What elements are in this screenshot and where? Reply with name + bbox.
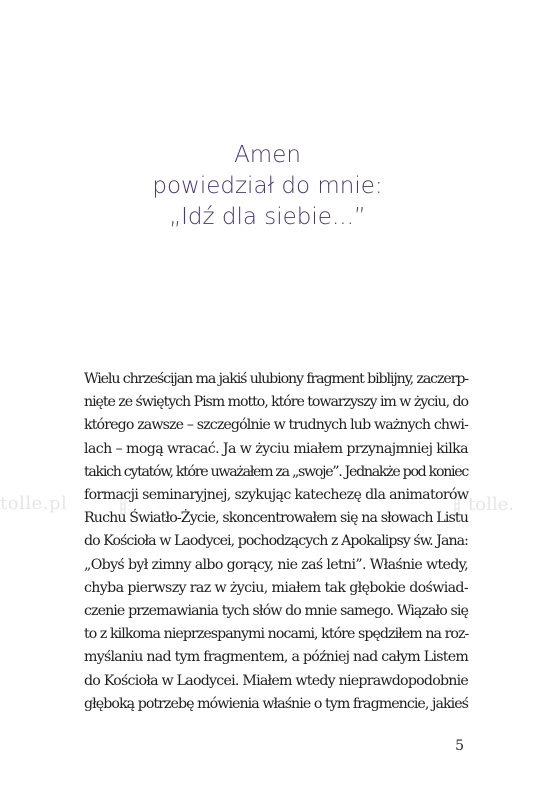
- text-line: którego zawsze – szczególnie w trudnych lub ważnych chwi-: [84, 417, 468, 434]
- text-line: do Kościoła w Laodycei. Miałem wtedy nieprawdopodobnie: [84, 672, 468, 689]
- chapter-title: [0, 140, 535, 233]
- text-line: Ruchu Światło-Życie, skoncentrowałem się na słowach Listu: [84, 510, 468, 527]
- text-line: lach – mogą wracać. Ja w życiu miałem przynajmniej kilka: [84, 440, 468, 457]
- text-line: „Obyś był zimny albo gorący, nie zaś letni”. Właśnie wtedy,: [84, 556, 468, 573]
- chapter-title-line: „Idź dla siebie...”: [169, 204, 366, 230]
- text-line: to z kilkoma nieprzespanymi nocami, które spędziłem na roz-: [84, 626, 469, 643]
- text-line: głęboką potrzebę mówienia właśnie o tym fragmencie, jakieś: [84, 695, 468, 712]
- chapter-title-line: powiedział do mnie:: [152, 173, 383, 199]
- watermark-right: tolle.: [468, 494, 514, 515]
- body-paragraph: [84, 368, 468, 716]
- text-line: nięte ze świętych Pism motto, które towarzyszy im w życiu, do: [84, 394, 468, 411]
- text-line: chyba pierwszy raz w życiu, miałem tak głębokie doświad-: [84, 579, 468, 596]
- watermark-left: tolle.pl: [0, 493, 68, 514]
- text-line: formacji seminaryjnej, szykując katechezę dla animatorów: [84, 487, 469, 504]
- chapter-title-line: Amen: [234, 142, 301, 168]
- text-line: Wielu chrześcijan ma jakiś ulubiony fragment biblijny, zaczerp-: [84, 371, 468, 387]
- page-number: 5: [455, 738, 464, 754]
- text-line: do Kościoła w Laodycei, pochodzących z Apokalipsy św. Jana:: [84, 533, 468, 550]
- text-line: myślaniu nad tym fragmentem, a później nad całym Listem: [84, 649, 469, 666]
- text-line: czenie przemawiania tych słów do mnie samego. Wiązało się: [84, 603, 468, 620]
- text-line: takich cytatów, które uważałem za „swoje”. Jednakże pod koniec: [84, 463, 468, 480]
